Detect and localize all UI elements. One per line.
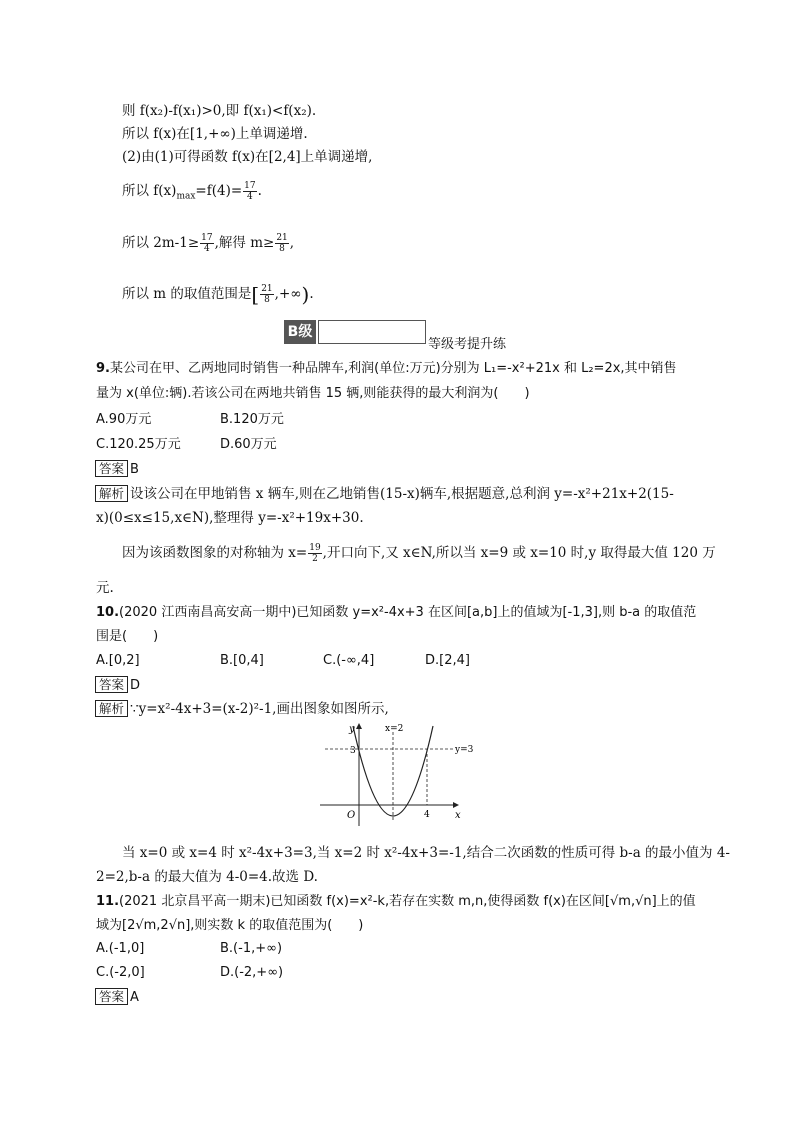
level-title: 等级考提升练 (428, 337, 507, 352)
line4-pre: 所以 f(x) (122, 183, 177, 199)
q9-analysis-line-3: 因为该函数图象的对称轴为 x= $\frac{19}{2}$ ,开口向下,又 x∈N,所以当 x=9 或 x=10 时,y 取得最大值 120 万 (122, 543, 716, 564)
q10-option-b: B.[0,4] (220, 653, 264, 668)
q10-stem-line-1: 10.(2020 江西南昌高安高一期中)已知函数 y=x²-4x+3 在区间[a,b]上的值域为[-1,3],则 b-a 的取值范 (96, 605, 697, 620)
fraction: $\frac{17}{4}$ (201, 233, 213, 254)
origin-label: O (347, 810, 356, 821)
line6-pre: 所以 m 的取值范围是 (122, 286, 252, 302)
q9-answer-value: B (130, 462, 139, 477)
q9-stem-line-1: 9.某公司在甲、乙两地同时销售一种品牌车,利润(单位:万元)分别为 L₁=-x²+21x 和 L₂=2x,其中销售 (96, 361, 677, 376)
q10-analysis-line-3: 2=2,b-a 的最大值为 4-0=4.故选 D. (96, 869, 318, 885)
fraction: $\frac{17}{4}$ (244, 181, 256, 202)
line5-pre: 所以 2m-1≥ (122, 235, 200, 251)
q11-answer-value: A (130, 990, 139, 1005)
q9-number: 9. (96, 361, 110, 376)
q9-analysis-line-2: x)(0≤x≤15,x∈N),整理得 y=-x²+19x+30. (96, 510, 364, 526)
q11-stem-line-1: 11.(2021 北京昌平高一期末)已知函数 f(x)=x²-k,若存在实数 m,n,使得函数 f(x)在区间[√m,√n]上的值 (96, 894, 696, 909)
x-axis-label: x (455, 810, 461, 821)
analysis-tag: 解析 (95, 485, 128, 502)
q11-stem-line-2: 域为[2√m,2√n],则实数 k 的取值范围为( ) (96, 918, 364, 933)
level-header (284, 320, 426, 344)
right-paren: ) (301, 282, 310, 307)
q11-option-d: D.(-2,+∞) (220, 965, 284, 980)
answer-tag: 答案 (95, 460, 128, 477)
hline-label: y=3 (455, 745, 474, 755)
tick-x-4: 4 (424, 810, 430, 820)
analysis-tag: 解析 (95, 700, 128, 717)
q10-option-c: C.(-∞,4] (323, 653, 375, 668)
fraction: $\frac{21}{8}$ (276, 233, 288, 254)
q9-analysis-line-4: 元. (96, 580, 114, 596)
line5-end: , (289, 235, 295, 251)
vline-label: x=2 (385, 724, 404, 734)
answer-tag: 答案 (95, 676, 128, 693)
q10-analysis-line-2: 当 x=0 或 x=4 时 x²-4x+3=3,当 x=2 时 x²-4x+3=-1,结合二次函数的性质可得 b-a 的最小值为 4- (122, 845, 730, 861)
line5-mid: ,解得 m≥ (214, 235, 275, 251)
solution-line-5 (122, 233, 294, 254)
q10-option-d: D.[2,4] (425, 653, 470, 668)
parabola-graph (315, 718, 485, 830)
line6-end: ,+∞ (274, 286, 302, 302)
line4-sub: max (176, 191, 196, 202)
solution-line-1: 则 f(x₂)-f(x₁)>0,即 f(x₁)<f(x₂). (122, 103, 317, 119)
tick-y-3: 3 (350, 746, 356, 756)
q9-option-a: A.90万元 (96, 412, 152, 427)
q9-analysis-line-1: 解析 设该公司在甲地销售 x 辆车,则在乙地销售(15-x)辆车,根据题意,总利润 y=-x²+21x+2(15- (95, 485, 674, 503)
q10-number: 10. (96, 605, 120, 620)
q9-option-b: B.120万元 (220, 412, 284, 427)
solution-line-2: 所以 f(x)在[1,+∞)上单调递增. (122, 126, 308, 142)
line4-mid: =f(4)= (195, 183, 243, 199)
line4-end: . (257, 183, 262, 199)
solution-line-6: 所以 m 的取值范围是[ $\frac{21}{8}$ ,+∞). (122, 282, 314, 307)
level-frame (318, 320, 426, 344)
q10-stem-line-2: 围是( ) (96, 629, 159, 644)
q9-option-c: C.120.25万元 (96, 437, 181, 452)
answer-tag: 答案 (95, 988, 128, 1005)
q9-answer (95, 460, 139, 479)
left-bracket: [ (251, 282, 260, 307)
y-axis-label: y (349, 724, 355, 735)
q9-option-d: D.60万元 (220, 437, 277, 452)
solution-line-4 (122, 181, 262, 206)
fraction: $\frac{21}{8}$ (261, 284, 273, 305)
q10-answer (95, 676, 140, 695)
solution-line-3: (2)由(1)可得函数 f(x)在[2,4]上单调递增, (122, 149, 373, 165)
q11-option-c: C.(-2,0] (96, 965, 145, 980)
q10-answer-value: D (130, 678, 141, 693)
q11-number: 11. (96, 894, 120, 909)
q9-stem-line-2: 量为 x(单位:辆).若该公司在两地共销售 15 辆,则能获得的最大利润为( ) (96, 386, 530, 401)
q10-option-a: A.[0,2] (96, 653, 140, 668)
q10-analysis-line-1: 解析 ∵y=x²-4x+3=(x-2)²-1,画出图象如图所示, (95, 700, 389, 718)
level-badge: B级 (284, 320, 316, 344)
q11-option-b: B.(-1,+∞) (220, 941, 283, 956)
q11-option-a: A.(-1,0] (96, 941, 145, 956)
fraction: $\frac{19}{2}$ (309, 543, 321, 564)
q11-answer (95, 988, 139, 1007)
